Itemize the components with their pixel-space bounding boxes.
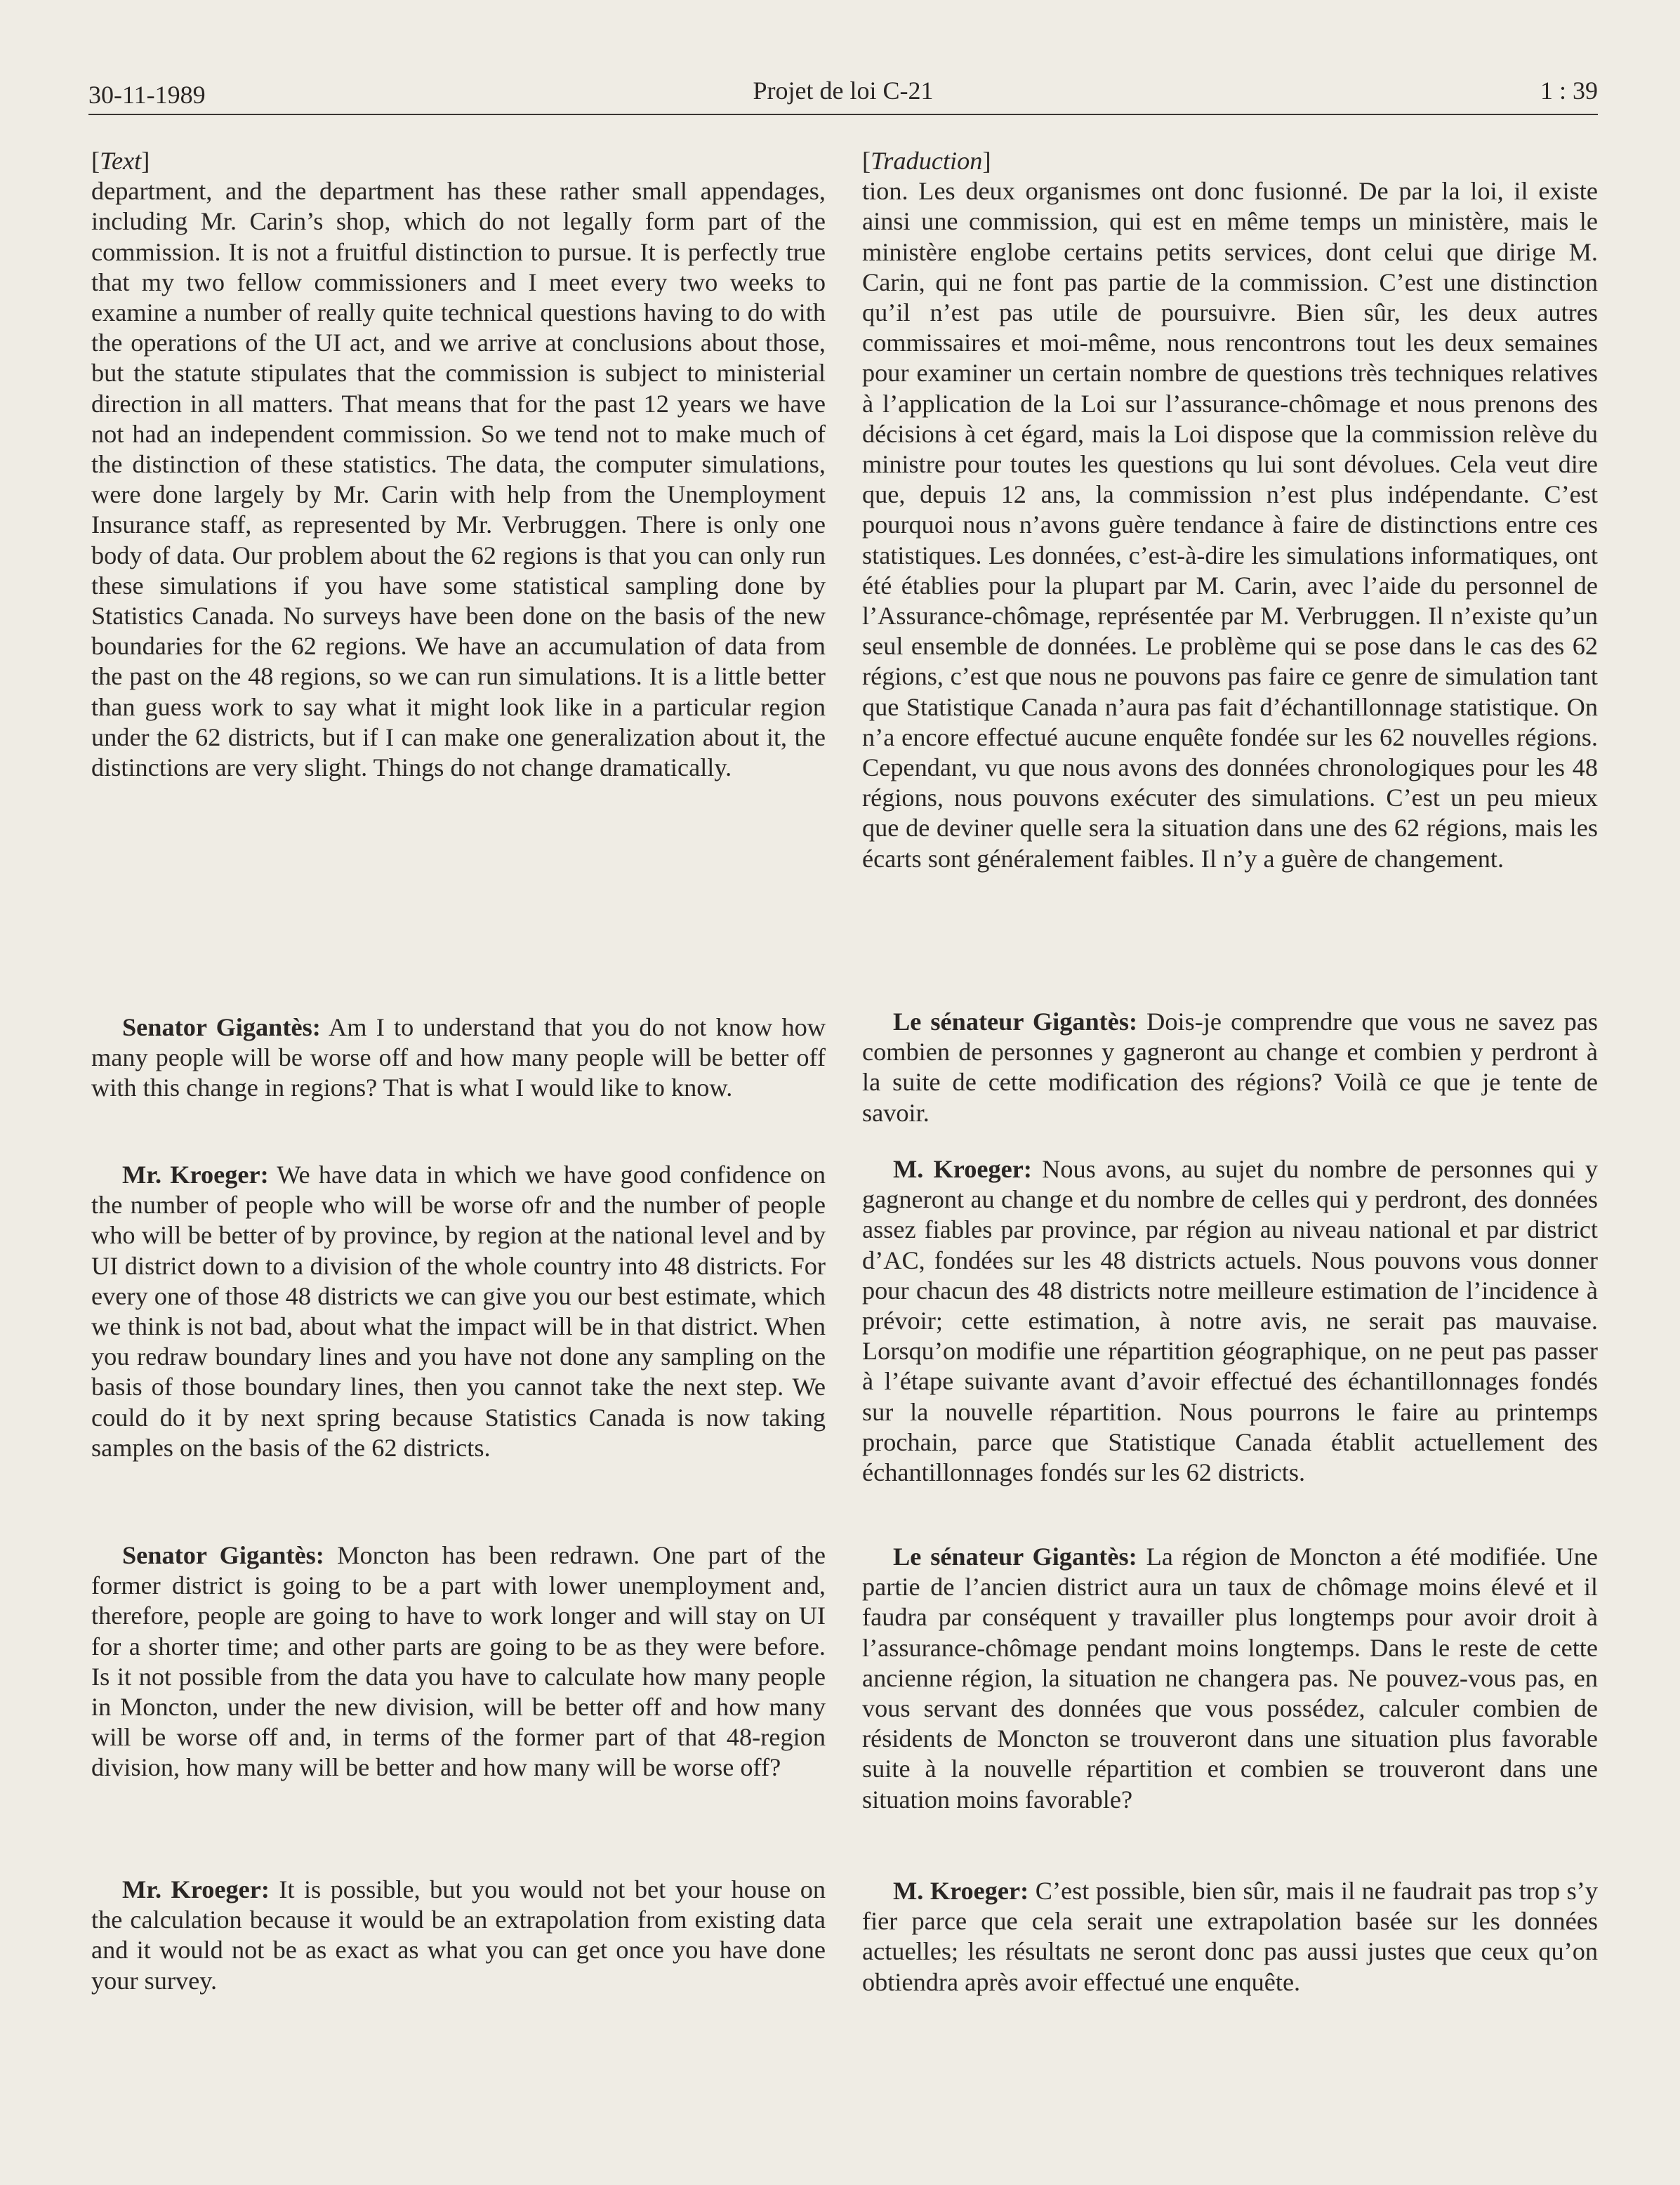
speech-text: Nous avons, au sujet du nombre de personnes qui y gagneront au change et du nombre de celles qui y perdront, des données assez fiables par province, par région au niveau national et par district d’AC, fondées sur les 48 districts actuels. Nous pouvons vous donner pour chacun des 48 districts notre meilleure estimation de l’incidence à prévoir; cette estimation, à notre avis, ne serait pas mauvaise. Lorsqu’on modifie une répartition géographique, on ne peut pas passer à l’étape suivante avant d’avoir effectué des échantillonnages fondés sur la nouvelle répartition. Nous pourrons le faire au printemps prochain, parce que Statistique Canada établit actuellement des échantillonnages fondés sur les 62 districts. <box>862 1155 1599 1487</box>
speaker-label: Mr. Kroeger: <box>122 1161 269 1189</box>
speech-text: Dois-je comprendre que vous ne savez pas combien de personnes y gagneront au change et combien y perdront à la suite de cette modification des régions? Voilà ce que je tente de savoir. <box>862 1008 1599 1127</box>
speech-text: C’est possible, bien sûr, mais il ne faudrait pas trop s’y fier parce que cela serait une extrapolation basée sur les données actuelles; les résultats ne seront donc pas aussi justes que ceux qu’on obtiendra après avoir effectué une enquête. <box>862 1877 1599 1996</box>
speaker-label: Mr. Kroeger: <box>122 1875 270 1903</box>
left-paragraph-1 <box>91 1012 826 1104</box>
right-paragraph-4 <box>862 1876 1598 1998</box>
speech-text: Am I to understand that you do not know how many people will be worse off and how many people will be better off with this change in regions? That is what I would like to know. <box>91 1013 826 1102</box>
right-paragraph-0: tion. Les deux organismes ont donc fusionné. De par la loi, il existe ainsi une commission, qui est en même temps un ministère, mais le ministère englobe certains petits services, dont celui que dirige M. Carin, qui ne font pas partie de la commission. C’est une distinction qu’il n’est pas utile de poursuivre. Bien sûr, les deux autres commissaires et moi-même, nous rencontrons tout les deux semaines pour examiner un certain nombre de questions très techniques relatives à l’application de la Loi sur l’assurance-chômage et nous prenons des décisions à cet égard, mais la Loi dispose que la commission relève du ministre pour toutes les questions qu lui sont dévolues. Cela veut dire que, depuis 12 ans, la commission n’est plus indépendante. C’est pourquoi nous n’avons guère tendance à faire de distinctions entre ces statistiques. Les données, c’est-à-dire les simulations informatiques, ont été établies pour la plupart par M. Carin, avec l’aide du personnel de l’Assurance-chômage, représentée par M. Verbruggen. Il n’existe qu’un seul ensemble de données. Le problème qui se pose dans le cas des 62 régions, c’est que nous ne pouvons pas faire ce genre de simulation tant que Statistique Canada n’aura pas fait d’échantillonnage statistique. On n’a encore effectué aucune enquête fondée sur les 62 nouvelles régions. Cependant, vu que nous avons des données chronologiques pour les 48 régions, nous pouvons exécuter des simulations. C’est un peu mieux que de deviner quelle sera la situation dans une des 62 régions, mais les écarts sont généralement faibles. Il n’y a guère de changement. <box>862 177 1598 873</box>
right-paragraph-3 <box>862 1542 1598 1815</box>
right-column <box>862 146 1598 2000</box>
speaker-label: Le sénateur Gigantès: <box>893 1008 1138 1036</box>
speech-text: We have data in which we have good confidence on the number of people who will be worse ofr and the number of people who will be better of by province, by region at the national level and by UI district down to a division of the whole country into 48 districts. For every one of those 48 districts we can give you our best estimate, which we think is not bad, about what the impact will be in that district. When you redraw boundary lines and you have not done any sampling on the basis of those boundary lines, then you cannot take the next step. We could do it by next spring because Statistics Canada is now taking samples on the basis of the 62 districts. <box>91 1161 826 1462</box>
header-title: Projet de loi C-21 <box>753 77 934 105</box>
speaker-label: Le sénateur Gigantès: <box>893 1543 1137 1571</box>
left-column-label: [Text] <box>91 147 150 175</box>
left-first-block <box>91 146 826 783</box>
left-paragraph-2 <box>91 1160 826 1463</box>
left-paragraph-4 <box>91 1875 826 1996</box>
speech-text: Moncton has been redrawn. One part of the former district is going to be a part with lower unemployment and, therefore, people are going to have to work longer and will stay on UI for a shorter time; and other parts are going to be as they were before. Is it not possible from the data you have to calculate how many people in Moncton, under the new division, will be better off and how many will be worse off and, in terms of the former part of that 48-region division, how many will be better and how many will be worse off? <box>91 1541 826 1782</box>
speaker-label: M. Kroeger: <box>893 1877 1029 1905</box>
speech-text: La région de Moncton a été modifiée. Une partie de l’ancien district aura un taux de chômage moins élevé et il faudra par conséquent y travailler plus longtemps pour avoir droit à l’assurance-chômage pendant moins longtemps. Dans le reste de cette ancienne région, la situation ne changera pas. Ne pouvez-vous pas, en vous servant des données que vous possédez, calculer combien de résidents de Moncton se trouveront dans une situation plus favorable suite à la nouvelle répartition et combien se trouveront dans une situation moins favorable? <box>862 1543 1598 1814</box>
right-paragraph-2 <box>862 1154 1598 1488</box>
left-paragraph-3 <box>91 1540 826 1783</box>
right-paragraph-1 <box>862 1007 1598 1128</box>
header-date: 30-11-1989 <box>88 81 206 109</box>
speech-text: It is possible, but you would not bet your house on the calculation because it would be an extrapolation from existing data and it would not be as exact as what you can get once you have done your survey. <box>91 1875 826 1995</box>
left-column <box>91 146 826 2000</box>
right-column-label: [Traduction] <box>862 147 991 175</box>
left-paragraph-0: department, and the department has these rather small appendages, including Mr. Carin’s shop, which do not legally form part of the commission. It is not a fruitful distinction to pursue. It is perfectly true that my two fellow commissioners and I meet every two weeks to examine a number of really quite technical questions having to do with the operations of the UI act, and we arrive at conclusions about those, but the statute stipulates that the commission is subject to ministerial direction in all matters. That means that for the past 12 years we have not had an independent commission. So we tend not to make much of the distinction of these statistics. The data, the computer simulations, were done largely by Mr. Carin with help from the Unemployment Insurance staff, as represented by Mr. Verbruggen. There is only one body of data. Our problem about the 62 regions is that you can only run these simulations if you have some statistical sampling done by Statistics Canada. No surveys have been done on the basis of the new boundaries for the 62 regions. We have an accumulation of data from the past on the 48 regions, so we can run simulations. It is a little better than guess work to say what it might look like in a particular region under the 62 districts, but if I can make one generalization about it, the distinctions are very slight. Things do not change dramatically. <box>91 177 826 782</box>
page-header <box>88 70 1598 115</box>
right-first-block <box>862 146 1598 874</box>
speaker-label: Senator Gigantès: <box>122 1013 321 1041</box>
speaker-label: Senator Gigantès: <box>122 1541 324 1569</box>
header-page-number: 1 : 39 <box>1540 77 1598 105</box>
speaker-label: M. Kroeger: <box>893 1155 1032 1183</box>
